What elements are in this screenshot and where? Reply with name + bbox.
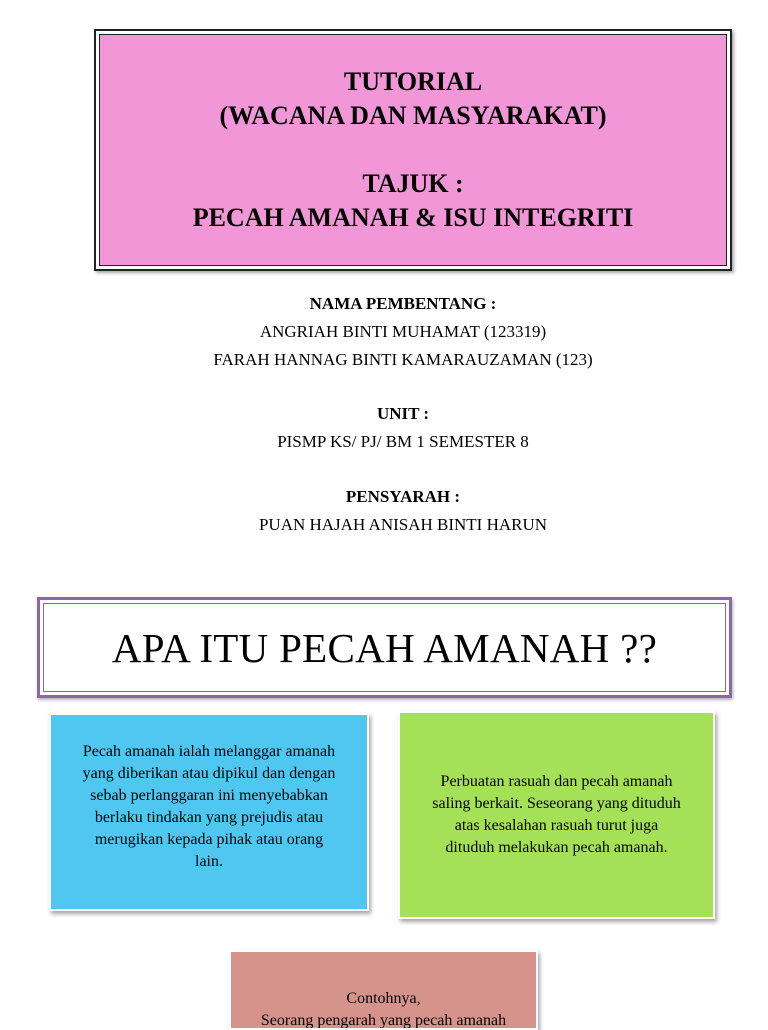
title-line-course: (WACANA DAN MASYARAKAT) <box>219 101 607 130</box>
relation-card <box>398 711 715 919</box>
example-card <box>229 950 538 1030</box>
unit-label: UNIT : <box>376 404 430 423</box>
lecturer-section <box>0 483 768 539</box>
definition-text: Pecah amanah ialah melanggar amanah yang diberikan atau dipikul dan dengan sebab perlanggaran ini menyebabkan berlaku tindakan yang prejudis atau merugikan kepada pihak atau orang lain. <box>82 743 336 870</box>
unit-section <box>0 400 768 456</box>
definition-card <box>49 713 369 911</box>
example-text: Contohnya, Seorang pengarah yang pecah amanah <box>260 990 507 1029</box>
question-heading: APA ITU PECAH AMANAH ?? <box>43 603 726 692</box>
title-line-topic-label: TAJUK : <box>362 169 464 198</box>
title-box <box>94 29 732 271</box>
title-line-topic: PECAH AMANAH & ISU INTEGRITI <box>192 203 634 232</box>
presenters-section <box>0 290 768 374</box>
presenter-name: FARAH HANNAG BINTI KAMARAUZAMAN (123) <box>213 350 593 369</box>
title-line-tutorial: TUTORIAL <box>343 67 483 96</box>
presenters-label: NAMA PEMBENTANG : <box>309 294 497 313</box>
lecturer-label: PENSYARAH : <box>345 487 461 506</box>
unit-value: PISMP KS/ PJ/ BM 1 SEMESTER 8 <box>277 432 529 451</box>
question-box <box>37 597 732 698</box>
presenter-name: ANGRIAH BINTI MUHAMAT (123319) <box>259 322 547 341</box>
lecturer-value: PUAN HAJAH ANISAH BINTI HARUN <box>258 515 548 534</box>
relation-text: Perbuatan rasuah dan pecah amanah saling berkait. Seseorang yang dituduh atas kesalahan rasuah turut juga dituduh melakukan pecah amanah. <box>432 773 681 856</box>
title-inner-frame <box>99 34 727 266</box>
